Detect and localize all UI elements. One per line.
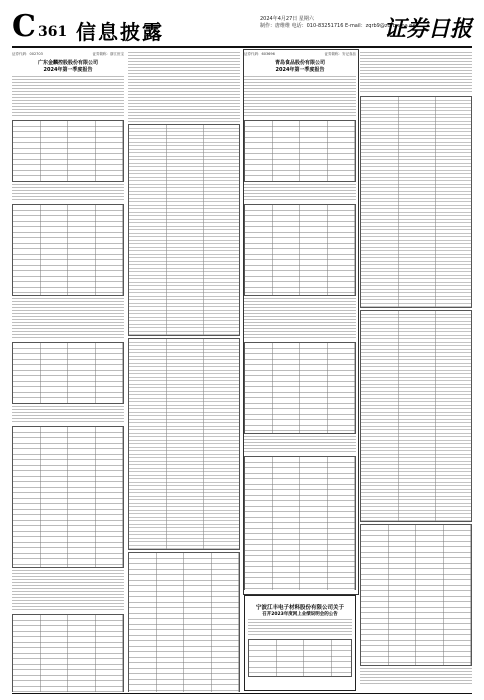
announcement-guangdong (12, 52, 124, 73)
issue-date: 2024年4月27日 星期六 (260, 16, 314, 22)
section-letter: C (12, 9, 36, 44)
financial-table (12, 120, 124, 182)
company-name: 青岛食品股份有限公司 (274, 60, 325, 66)
notice-box-ningbo (244, 595, 356, 691)
masthead (12, 9, 472, 46)
header-rule (12, 46, 472, 48)
column-2 (128, 50, 240, 692)
shareholder-table (12, 342, 124, 404)
body-text (12, 184, 124, 202)
stock-code: 证券代码：002703 (12, 52, 43, 56)
page-number: 361 (38, 24, 68, 40)
financial-table (12, 614, 124, 692)
stock-code: 证券代码：603696 (244, 52, 275, 56)
newspaper-logo: 证券日报 (383, 16, 472, 42)
stock-abbr: 证券简称：浙江世宝 (92, 52, 124, 56)
notice-title: 召开2023年度网上业绩说明会的公告 (262, 612, 338, 617)
section-title: 信息披露 (76, 20, 164, 44)
report-title: 2024年第一季度报告 (43, 67, 93, 73)
footer-rule (12, 693, 472, 694)
report-title: 2024年第一季度报告 (275, 67, 325, 73)
body-text (12, 298, 124, 340)
body-text (12, 570, 124, 612)
body-text (360, 668, 472, 686)
body-text (128, 52, 240, 122)
income-statement-table (128, 338, 240, 550)
body-text (12, 76, 124, 118)
company-name: 广东金麟控股股份有限公司 (37, 60, 98, 66)
announcement-frame (243, 49, 359, 595)
notice-table (248, 639, 352, 677)
cash-flow-table (128, 552, 240, 692)
notice-company: 宁波江丰电子材料股份有限公司关于 (255, 605, 344, 611)
column-1 (12, 50, 124, 692)
editor-contact: 制作：唐维维 电话：010-83251716 E-mail：zqrb9@zqrb.sina.net (260, 23, 418, 29)
body-text (360, 52, 472, 94)
column-4 (360, 50, 472, 692)
balance-sheet-table (128, 124, 240, 336)
financial-table (12, 204, 124, 296)
stock-abbr: 证券简称：安记食品 (324, 52, 356, 56)
balance-sheet-table (360, 96, 472, 308)
income-statement-table (360, 310, 472, 522)
shareholder-table (12, 426, 124, 568)
body-text (12, 406, 124, 424)
body-text (248, 619, 352, 637)
cash-flow-table (360, 524, 472, 666)
